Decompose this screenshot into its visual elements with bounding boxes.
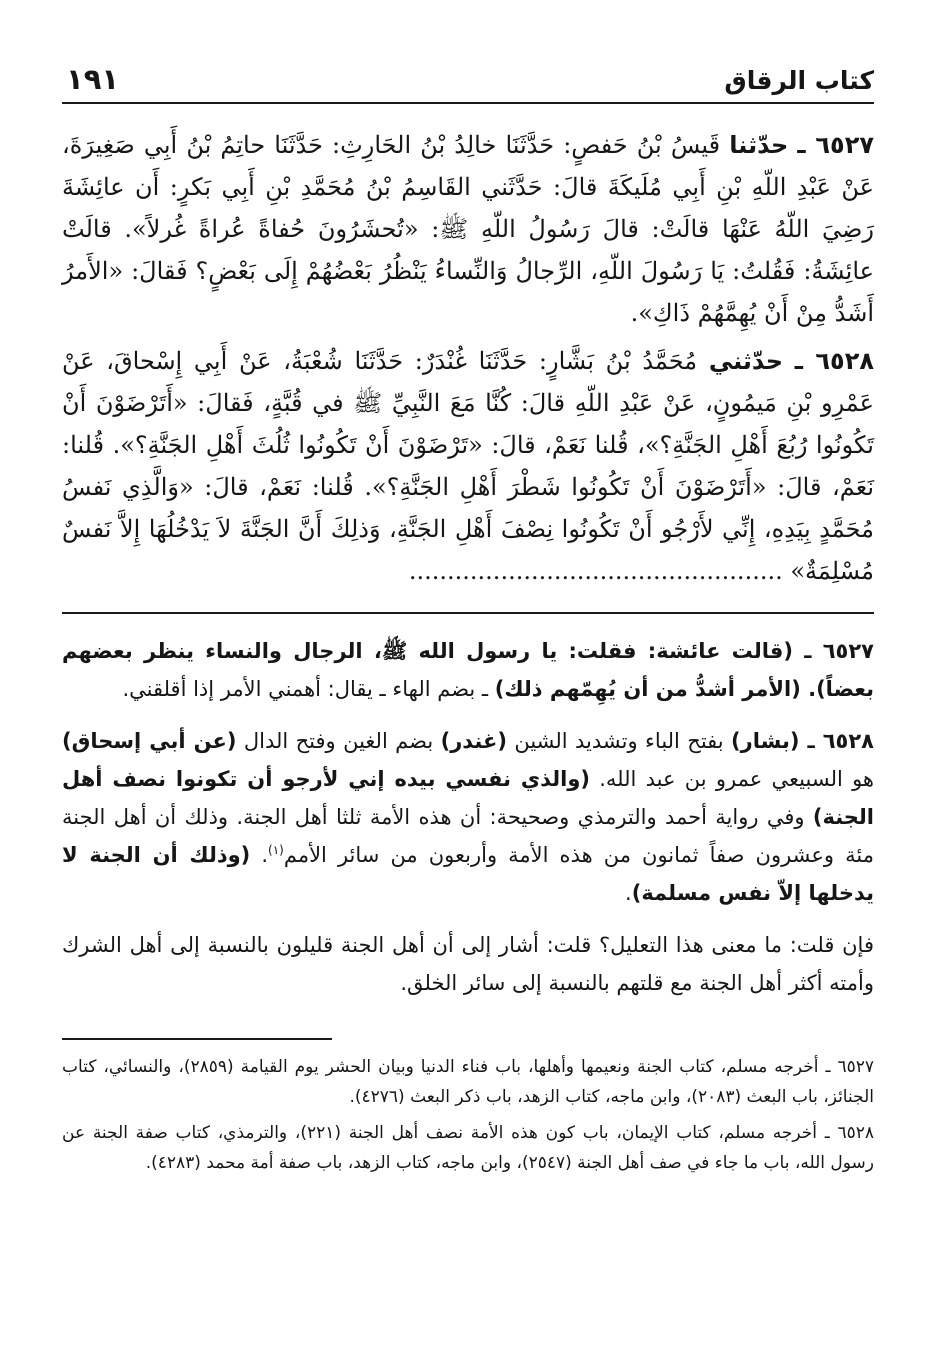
commentary-6528 [62, 722, 874, 912]
commentary-6527 [62, 632, 874, 708]
hadith-section [62, 124, 874, 592]
commentary-bold: (والذي نفسي بيده إني لأرجو أن تكونوا نصف أهل الجنة) [62, 767, 874, 829]
footnote-ref: (١) [268, 843, 284, 857]
hadith-6528 [62, 340, 874, 592]
commentary-text: فإن قلت: ما معنى هذا التعليل؟ قلت: أشار إلى أن أهل الجنة قليلون بالنسبة إلى أهل الشرك وأمته أكثر أهل الجنة مع قلتهم بالنسبة إلى سائر الخلق. [62, 933, 874, 995]
footnote-6528: ٦٥٢٨ ـ أخرجه مسلم، كتاب الإيمان، باب كون هذه الأمة نصف أهل الجنة (٢٢١)، والترمذي، كتاب صفة الجنة عن رسول الله، باب ما جاء في صف أهل الجنة (٢٥٤٧)، وابن ماجه، كتاب الزهد، باب صفة أمة محمد (٤٢٨٣). [62, 1123, 875, 1173]
header-divider [62, 102, 874, 104]
commentary-text: بضم الغين وفتح الدال [236, 729, 441, 753]
commentary-text: . [625, 881, 632, 905]
hadith-opener: حدّثني [708, 347, 784, 375]
commentary-bold: (عن أبي إسحاق) [62, 729, 237, 753]
commentary-bold: (وذلك أن الجنة لا يدخلها إلاّ نفس مسلمة) [62, 843, 874, 905]
hadith-continuation-dots: ................................................. [408, 557, 783, 585]
hadith-opener: حدّثنا [729, 131, 789, 159]
footnote-divider [62, 1038, 332, 1040]
commentary-divider [62, 612, 874, 614]
hadith-number: ٦٥٢٧ ـ [797, 131, 874, 159]
commentary-bold: ٦٥٢٧ ـ (قالت عائشة: فقلت: يا رسول الله ﷺ، الرجال والنساء ينظر بعضهم بعضاً). (الأمر أشدُّ من أن يُهِمّهم ذلك) [62, 639, 874, 701]
book-page [62, 60, 874, 1340]
footnote-6527: ٦٥٢٧ ـ أخرجه مسلم، كتاب الجنة ونعيمها وأهلها، باب فناء الدنيا وبيان الحشر يوم القيامة (٢٨٥٩)، والنسائي، كتاب الجنائز، باب البعث (٢٠٨٣)، وابن ماجه، كتاب الزهد، باب ذكر البعث (٤٢٧٦). [62, 1057, 875, 1107]
hadith-number: ٦٥٢٨ ـ [794, 347, 874, 375]
commentary-section [62, 632, 874, 1002]
commentary-text: ـ بضم الهاء ـ يقال: أهمني الأمر إذا أقلقني. [122, 677, 495, 701]
page-header [62, 60, 874, 106]
footnotes-section [62, 1052, 874, 1178]
commentary-text: هو السبيعي عمرو بن عبد الله. [589, 767, 874, 791]
commentary-text: . [250, 843, 269, 867]
commentary-bold: (غندر) [440, 729, 507, 753]
commentary-question [62, 926, 874, 1002]
commentary-bold: ٦٥٢٨ ـ (بشار) [731, 729, 874, 753]
hadith-text: قَيسُ بْنُ حَفصٍ: حَدَّثَنَا خالِدُ بْنُ الحَارِثِ: حَدَّثَنَا حاتِمُ بْنُ أَبِي صَغِيرَةَ، عَنْ عَبْدِ اللّهِ بْنِ أَبِي مُلَيكَةَ قالَ: حَدَّثَني القَاسِمُ بْنُ مُحَمَّدِ بْنِ أَبِي بَكرٍ: أَن عائِشَةَ رَضِيَ اللّهُ عَنْهَا قالَتْ: قالَ رَسُولُ اللّهِ ﷺ: «تُحشَرُونَ حُفاةً عُراةً غُرلاً». قالَتْ عائِشَةُ: فَقُلتُ: يَا رَسُولَ اللّهِ، الرِّجالُ وَالنِّساءُ يَنْظُرُ بَعْضُهُمْ إِلَى بَعْضٍ؟ فَقالَ: «الأَمرُ أَشَدُّ مِنْ أَنْ يُهِمَّهُمْ ذَاكِ». [62, 131, 874, 327]
hadith-6527 [62, 124, 874, 334]
book-title: كتاب الرقاق [724, 66, 874, 95]
commentary-text: وفي رواية أحمد والترمذي وصحيحة: أن هذه الأمة ثلثا أهل الجنة. وذلك أن أهل الجنة مئة وعشرون صفاً ثمانون من هذه الأمة وأربعون من سائر الأمم [62, 805, 874, 867]
hadith-text: مُحَمَّدُ بْنُ بَشَّارٍ: حَدَّثَنَا غُنْدَرٌ: حَدَّثَنَا شُعْبَةُ، عَنْ أَبِي إِسْحاقَ، عَنْ عَمْرِو بْنِ مَيمُونٍ، عَنْ عَبْدِ اللّهِ قالَ: كُنَّا مَعَ النَّبِيِّ ﷺ في قُبَّةٍ، فَقالَ: «أَتَرْضَوْنَ أَنْ تَكُونُوا رُبُعَ أَهْلِ الجَنَّةِ؟»، قُلنا نَعَمْ، قالَ: «تَرْضَوْنَ أَنْ تَكُونُوا ثُلُثَ أَهْلِ الجَنَّةِ؟». قُلنا: نَعَمْ، قالَ: «أَتَرْضَوْنَ أَنْ تَكُونُوا شَطْرَ أَهْلِ الجَنَّةِ؟». قُلنا: نَعَمْ، قالَ: «وَالَّذِي نَفسُ مُحَمَّدٍ بِيَدِهِ، إِنِّي لأَرْجُو أَنْ تَكُونُوا نِصْفَ أَهْلِ الجَنَّةِ، وَذلِكَ أَنَّ الجَنَّةَ لاَ يَدْخُلُهَا إِلاَّ نَفسٌ مُسْلِمَةٌ» [62, 347, 875, 585]
commentary-text: بفتح الباء وتشديد الشين [506, 729, 732, 753]
page-number: ١٩١ [66, 62, 120, 96]
